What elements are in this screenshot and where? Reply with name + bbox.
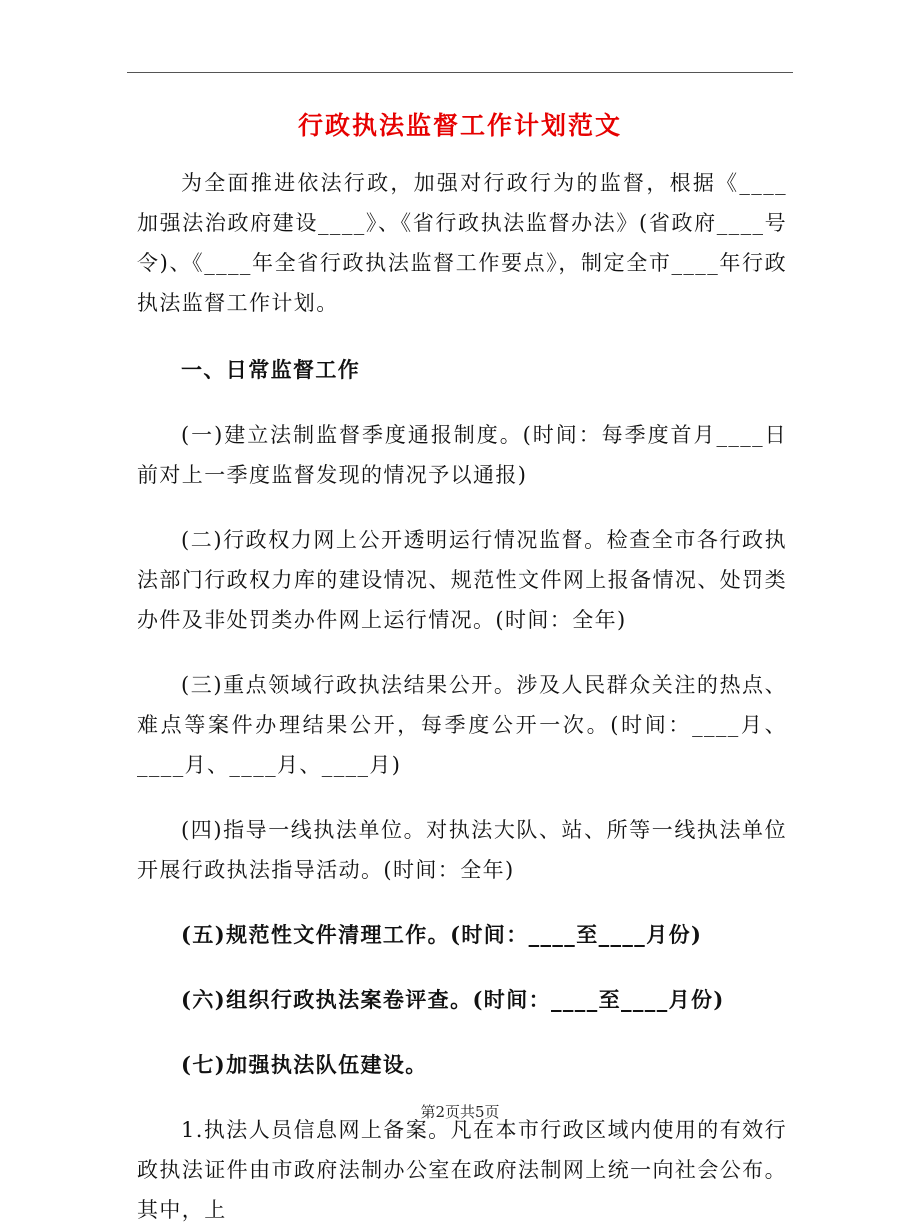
intro-paragraph: 为全面推进依法行政，加强对行政行为的监督，根据《____加强法治政府建设____》、《省行政执法监督办法》(省政府____号令)、《____年全省行政执法监督工作要点》，制定全市____年行政执法监督工作计划。	[137, 171, 787, 315]
item-2-paragraph: (二)行政权力网上公开透明运行情况监督。检查全市各行政执法部门行政权力库的建设情况、规范性文件网上报备情况、处罚类办件及非处罚类办件网上运行情况。(时间：全年)	[137, 528, 787, 632]
page-number: 第2页共5页	[420, 1103, 500, 1121]
item-7-paragraph: (七)加强执法队伍建设。	[181, 1052, 428, 1077]
item-4-paragraph: (四)指导一线执法单位。对执法大队、站、所等一线执法单位开展行政执法指导活动。(时间：全年)	[137, 818, 787, 882]
item-6-paragraph: (六)组织行政执法案卷评查。(时间：____至____月份)	[181, 987, 725, 1012]
header-rule	[127, 72, 793, 73]
item-1-paragraph: (一)建立法制监督季度通报制度。(时间：每季度首月____日前对上一季度监督发现的情况予以通报)	[137, 423, 787, 487]
document-title: 行政执法监督工作计划范文	[297, 111, 622, 140]
item-5-paragraph: (五)规范性文件清理工作。(时间：____至____月份)	[181, 922, 703, 947]
document-body	[137, 163, 787, 1230]
section-heading-daily-supervision: 一、日常监督工作	[181, 357, 361, 382]
subitem-1-paragraph: 1.执法人员信息网上备案。凡在本市行政区域内使用的有效行政执法证件由市政府法制办公室在政府法制网上统一向社会公布。其中，上	[137, 1118, 787, 1222]
item-3-paragraph: (三)重点领域行政执法结果公开。涉及人民群众关注的热点、难点等案件办理结果公开，每季度公开一次。(时间：____月、____月、____月、____月)	[137, 673, 787, 777]
